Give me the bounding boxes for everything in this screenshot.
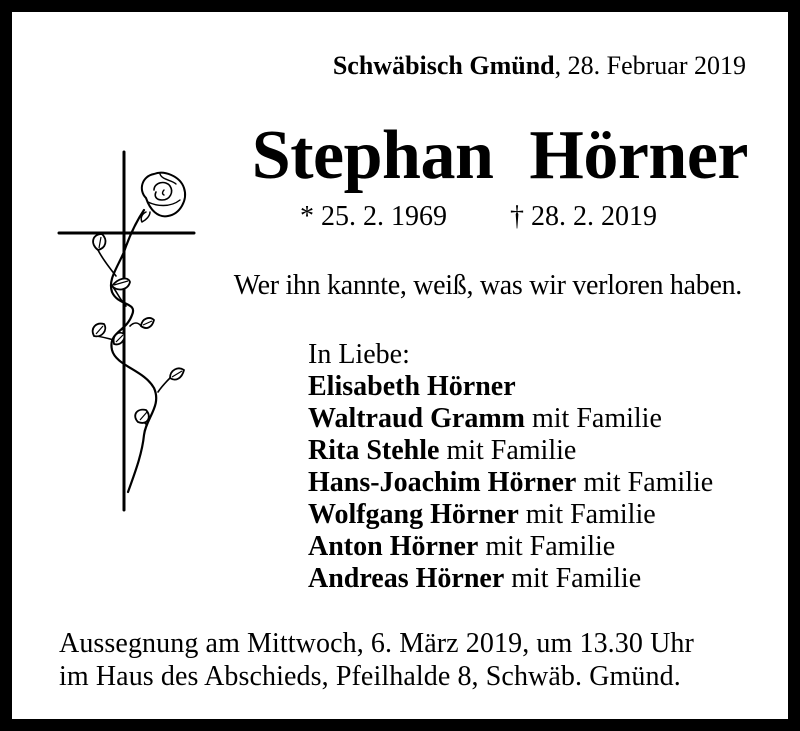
list-item — [308, 371, 713, 403]
mourner-name: Hans-Joachim Hörner — [308, 467, 577, 498]
mourner-name: Rita Stehle — [308, 435, 440, 466]
list-item — [308, 467, 713, 499]
mourners-intro: In Liebe: — [308, 339, 410, 370]
mourner-suffix: mit Familie — [439, 435, 577, 466]
mourner-suffix: mit Familie — [478, 531, 616, 562]
cross-with-rose-icon — [46, 140, 196, 520]
deceased-first-name: Stephan — [251, 117, 494, 194]
motto: Wer ihn kannte, weiß, was wir verloren haben. — [233, 270, 742, 301]
dateline-place: Schwäbisch Gmünd — [332, 51, 555, 80]
mourner-name: Waltraud Gramm — [308, 403, 525, 434]
service-info — [59, 627, 694, 693]
mourner-name: Elisabeth Hörner — [308, 371, 516, 402]
list-item — [308, 435, 713, 467]
list-item — [308, 531, 713, 563]
dateline-date: , 28. Februar 2019 — [554, 51, 746, 80]
service-line-1: Aussegnung am Mittwoch, 6. März 2019, um 13.30 Uhr — [59, 628, 694, 659]
mourner-name: Anton Hörner — [308, 531, 479, 562]
mourners-block — [308, 339, 713, 595]
service-line-2: im Haus des Abschieds, Pfeilhalde 8, Schwäb. Gmünd. — [59, 661, 681, 692]
death-date: † 28. 2. 2019 — [510, 201, 657, 232]
mourner-suffix: mit Familie — [576, 467, 714, 498]
deceased-last-name: Hörner — [529, 117, 748, 194]
deceased-name — [252, 116, 748, 196]
dateline — [333, 50, 746, 82]
list-item — [308, 499, 713, 531]
mourner-suffix: mit Familie — [504, 563, 642, 594]
birth-date: * 25. 2. 1969 — [300, 201, 447, 232]
list-item — [308, 403, 713, 435]
mourner-name: Andreas Hörner — [308, 563, 505, 594]
mourner-suffix: mit Familie — [518, 499, 656, 530]
list-item — [308, 563, 713, 595]
mourner-name: Wolfgang Hörner — [308, 499, 519, 530]
mourner-suffix: mit Familie — [525, 403, 662, 434]
